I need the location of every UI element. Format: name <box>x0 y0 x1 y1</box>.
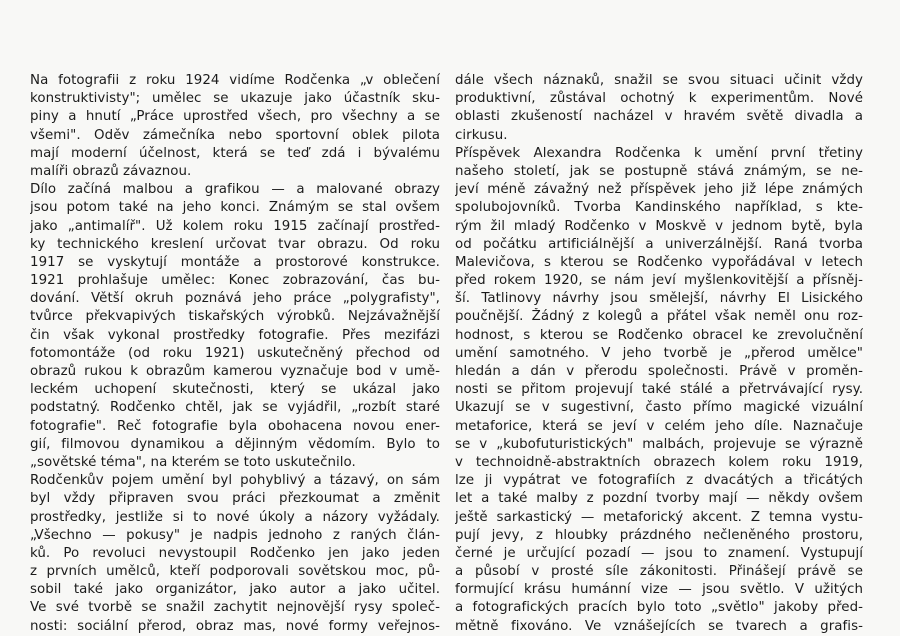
text-line: jeví méně závažný než příspěvek jeho již lépe známých <box>455 182 863 198</box>
text-line: nosti se přitom projevují také stálé a přetrvávající rysy. <box>455 382 863 398</box>
text-line: umění samotného. V jeho tvorbě je „přerod umělce" <box>455 345 863 361</box>
text-line: v technoidně-abstraktních obrazech kolem roku 1919, <box>455 454 863 470</box>
text-line: se v „kubofuturistických" malbách, projevuje se výrazně <box>455 436 863 452</box>
text-line: ještě sarkastický — metaforický akcent. Z temna vystu- <box>455 509 863 525</box>
text-line: let a také malby z pozdní tvorby mají — někdy ovšem <box>455 491 863 507</box>
text-line: jsou potom také na jeho konci. Známým se stal ovšem <box>30 200 440 216</box>
text-line: Na fotografii z roku 1924 vidíme Rodčenka „v oblečení <box>30 73 440 88</box>
text-line: mají moderní účelnost, která se teď zdá i bývalému <box>30 145 440 161</box>
text-line: sobil také jako organizátor, jako autor a jako učitel. <box>30 582 440 598</box>
text-line: leckém uchopení skutečnosti, který se ukázal jako <box>30 382 440 398</box>
text-line: metaforice, která se jeví v celém jeho díle. Naznačuje <box>455 418 863 434</box>
text-line: konstruktivisty"; umělec se ukazuje jako účastník sku- <box>30 91 440 107</box>
text-line: produktivní, zůstával ochotný k experimentům. Nové <box>455 91 863 107</box>
text-line: rým žil mladý Rodčenko v Moskvě v jednom bytě, byla <box>455 218 863 234</box>
text-line: oblasti zkušeností nacházel v hravém světě divadla a <box>455 109 863 125</box>
text-line: nosti: sociální přerod, obraz mas, nové formy veřejnos- <box>30 618 440 634</box>
text-line: fotomontáže (od roku 1921) uskutečněný přechod od <box>30 345 440 361</box>
text-line: od počátku artificiálnější a univerzálnější. Raná tvorba <box>455 236 863 252</box>
text-line: spolubojovníků. Tvorba Kandinského například, s kte- <box>455 200 863 216</box>
text-line: a působí v prosté síle zákonitosti. Přinášejí právě se <box>455 564 863 580</box>
text-line: našeho století, jak se postupně stává známým, se ne- <box>455 163 863 179</box>
text-line: 1921 prohlašuje umělec: Konec zobrazování, čas bu- <box>30 273 440 289</box>
text-line: čin však vykonal prostředky fotografie. Přes mezifázi <box>30 327 440 343</box>
text-line: 1917 se vyskytují montáže a prostorové konstrukce. <box>30 254 440 270</box>
text-line: všemi". Oděv zámečníka nebo sportovní oblek pilota <box>30 127 440 143</box>
text-line: byl vždy připraven svou práci přezkoumat a změnit <box>30 491 440 507</box>
text-line: fotografie". Reč fotografie byla obohacena novou ener- <box>30 418 440 434</box>
text-line: hodnost, s kterou se Rodčenko obracel ke zrevolučnění <box>455 327 863 343</box>
text-line: Ukazují se v sugestivní, často přímo magické vizuální <box>455 400 863 416</box>
text-line: piny a hnutí „Práce uprostřed všech, pro všechny a se <box>30 109 440 125</box>
text-line: Dílo začíná malbou a grafikou — a malované obrazy <box>30 182 440 198</box>
text-line: cirkusu. <box>455 127 508 143</box>
text-line: Malevičova, s kterou se Rodčenko vypořádával v letech <box>455 254 863 270</box>
text-line: malíři obrazů závaznou. <box>30 163 192 179</box>
text-line: ší. Tatlinovy návrhy jsou smělejší, návrhy El Lisického <box>455 291 863 307</box>
text-line: lze ji vypátrat ve fotografiích z dvacátých a třicátých <box>455 473 863 489</box>
text-line: „sovětské téma", na kterém se toto uskutečnilo. <box>30 454 356 470</box>
text-line: Rodčenkův pojem umění byl pohyblivý a tázavý, on sám <box>30 473 440 489</box>
text-line: černé je určující pozadí — jsou to znamení. Vystupují <box>455 545 863 561</box>
text-line: ky technického kreslení určovat tvar obrazu. Od roku <box>30 236 440 252</box>
text-line: dování. Větší okruh poznává jeho práce „polygrafisty", <box>30 291 440 307</box>
text-line: ků. Po revoluci nevystoupil Rodčenko jen jako jeden <box>30 545 440 561</box>
text-line: formující krásu humánní vize — jsou světlo. V užitých <box>455 582 863 598</box>
text-line: mětně fixováno. Ve vznášejících se tvarech a grafis- <box>455 618 863 634</box>
text-line: a fotografických pracích bylo toto „světlo" jakoby před- <box>455 600 863 616</box>
text-line: hledán a dán v přerodu společnosti. Právě v proměn- <box>455 364 863 379</box>
left-text-column <box>30 72 440 636</box>
text-line: tvůrce překvapivých tiskařských výrobků. Nejzávažnější <box>30 309 440 325</box>
text-line: před rokem 1920, se nám jeví myšlenkovitější a přísněj- <box>455 273 863 289</box>
right-text-column <box>455 72 863 636</box>
text-line: poučnější. Žádný z kolegů a přátel však neměl onu roz- <box>455 309 863 325</box>
text-line: pují jevy, z hloubky prázdného nečleněného prostoru, <box>455 527 863 543</box>
text-line: prostředky, jestliže si to nové úkoly a názory vyžádaly. <box>30 509 440 525</box>
text-line: dále všech náznaků, snažil se svou situaci učinit vždy <box>455 73 863 88</box>
text-line: podstatný. Rodčenko chtěl, jak se vyjádřil, „rozbít staré <box>30 400 440 416</box>
text-line: Ve své tvorbě se snažil zachytit nejnovější rysy společ- <box>30 600 440 616</box>
text-line: Příspěvek Alexandra Rodčenka k umění první třetiny <box>455 145 863 161</box>
text-line: obrazů rukou k obrazům kamerou vyznačuje bod v umě- <box>30 364 440 379</box>
text-line: gií, filmovou dynamikou a dějinným vědomím. Bylo to <box>30 436 440 452</box>
text-line: „Všechno — pokusy" je nadpis jednoho z raných člán- <box>30 527 440 543</box>
text-line: z prvních umělců, kteří podporovali sovětskou moc, pů- <box>30 564 440 580</box>
text-line: jako „antimalíř". Už kolem roku 1915 začínají prostřed- <box>30 218 440 234</box>
